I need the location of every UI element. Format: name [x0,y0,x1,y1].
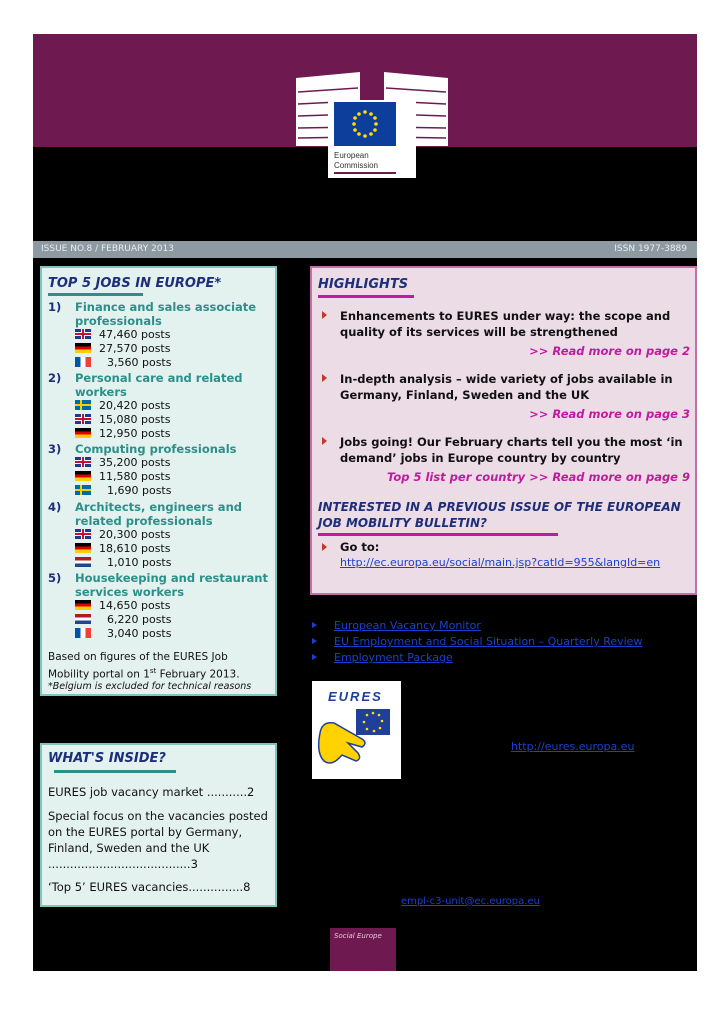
de-flag-icon [75,471,91,481]
job-number: 3) [48,442,62,456]
post-count: 27,570 posts [75,342,170,356]
job-number: 2) [48,371,62,385]
post-count: 1,690 posts [75,484,171,498]
job-name: Computing professionals [75,442,237,456]
se-flag-icon [75,485,91,495]
post-count: 20,300 posts [75,528,170,542]
nl-flag-icon [75,557,91,567]
toc-item-3[interactable]: ‘Top 5’ EURES vacancies...............8 [48,880,251,894]
job-name: Architects, engineers and related professionals [75,500,242,528]
uk-flag-icon [75,529,91,539]
highlights-title: HIGHLIGHTS [318,277,409,292]
belgium-footnote: *Belgium is excluded for technical reasons [48,681,252,692]
whats-inside-underline [54,770,176,773]
fr-flag-icon [75,357,91,367]
top5-title: TOP 5 JOBS IN EUROPE* [48,276,222,291]
eures-hand-icon [312,681,401,779]
de-flag-icon [75,428,91,438]
post-count: 12,950 posts [75,427,170,441]
post-count: 14,650 posts [75,599,170,613]
job-number: 1) [48,300,62,314]
post-count: 18,610 posts [75,542,170,556]
eures-url-link[interactable]: http://eures.europa.eu [511,740,635,753]
post-count: 15,080 posts [75,413,170,427]
top5-title-underline [48,293,143,296]
uk-flag-icon [75,457,91,467]
source-note: Based on figures of the EURES Job Mobility portal on 1st February 2013. [48,651,240,681]
read-more-link[interactable]: >> Read more on page 2 [529,344,690,358]
post-count: 11,580 posts [75,470,170,484]
quarterly-review-link[interactable]: EU Employment and Social Situation – Quarterly Review [334,635,643,648]
svg-text:European: European [334,151,369,160]
highlight-item-1 [320,308,690,368]
highlight-item-2 [320,371,690,431]
fr-flag-icon [75,628,91,638]
whats-inside-title: WHAT'S INSIDE? [48,751,166,766]
svg-text:EURES: EURES [328,689,383,704]
uk-flag-icon [75,414,91,424]
highlight-item-3 [320,434,690,494]
bullet-arrow-icon [322,437,327,445]
whats-inside-box [40,743,277,907]
toc-item-1[interactable]: EURES job vacancy market ...........2 [48,785,255,799]
contact-email-link[interactable]: empl-c3-unit@ec.europa.eu [401,896,540,907]
job-number: 4) [48,500,62,514]
read-more-link[interactable]: Top 5 list per country >> Read more on page 9 [386,470,690,484]
bullet-arrow-icon [322,374,327,382]
eures-logo [312,681,401,779]
social-europe-tag: Social Europe [330,928,396,971]
highlight-text: Jobs going! Our February charts tell you the most ‘in demand’ jobs in Europe country by country [340,435,683,465]
post-count: 35,200 posts [75,456,170,470]
post-count: 3,560 posts [75,356,171,370]
bullet-triangle-icon [312,622,317,628]
job-name: Finance and sales associate professionals [75,300,257,328]
issue-bar [33,241,697,258]
svg-text:Commission: Commission [334,161,379,170]
employment-package-link[interactable]: Employment Package [334,651,453,664]
goto-label: Go to: [340,540,380,554]
highlights-title-underline [318,295,414,298]
bullet-triangle-icon [312,654,317,660]
nl-flag-icon [75,614,91,624]
previous-issue-link[interactable]: http://ec.europa.eu/social/main.jsp?catId=955&langId=en [340,556,661,569]
bullet-arrow-icon [322,311,327,319]
post-count: 6,220 posts [75,613,171,627]
post-count: 47,460 posts [75,328,170,342]
top-5-jobs-box [40,266,277,696]
highlight-text: In-depth analysis – wide variety of jobs available in Germany, Finland, Sweden and the UK [340,372,673,402]
european-vacancy-monitor-link[interactable]: European Vacancy Monitor [334,619,481,632]
read-more-link[interactable]: >> Read more on page 3 [529,407,690,421]
job-name: Personal care and related workers [75,371,243,399]
commission-building-icon [296,70,448,178]
bulletin-page [33,34,697,971]
highlight-text: Enhancements to EURES under way: the scope and quality of its services will be strengthened [340,309,671,339]
post-count: 20,420 posts [75,399,170,413]
highlights-box [310,266,697,595]
job-name: Housekeeping and restaurant services workers [75,571,268,599]
post-count: 1,010 posts [75,556,171,570]
de-flag-icon [75,543,91,553]
uk-flag-icon [75,329,91,339]
european-commission-logo [296,70,448,178]
se-flag-icon [75,400,91,410]
issn-number: ISSN 1977-3889 [614,244,687,254]
bullet-triangle-icon [312,638,317,644]
post-count: 3,040 posts [75,627,171,641]
job-number: 5) [48,571,62,585]
issue-number: ISSUE NO.8 / FEBRUARY 2013 [41,244,174,254]
previous-issue-underline [318,533,558,536]
de-flag-icon [75,343,91,353]
de-flag-icon [75,600,91,610]
previous-issue-title: INTERESTED IN A PREVIOUS ISSUE OF THE EUROPEAN JOB MOBILITY BULLETIN? [318,500,681,530]
toc-item-2[interactable]: Special focus on the vacancies posted on the EURES portal by Germany, Finland, Sweden and the UK .......................................3 [48,809,268,871]
bullet-arrow-icon [322,543,327,551]
